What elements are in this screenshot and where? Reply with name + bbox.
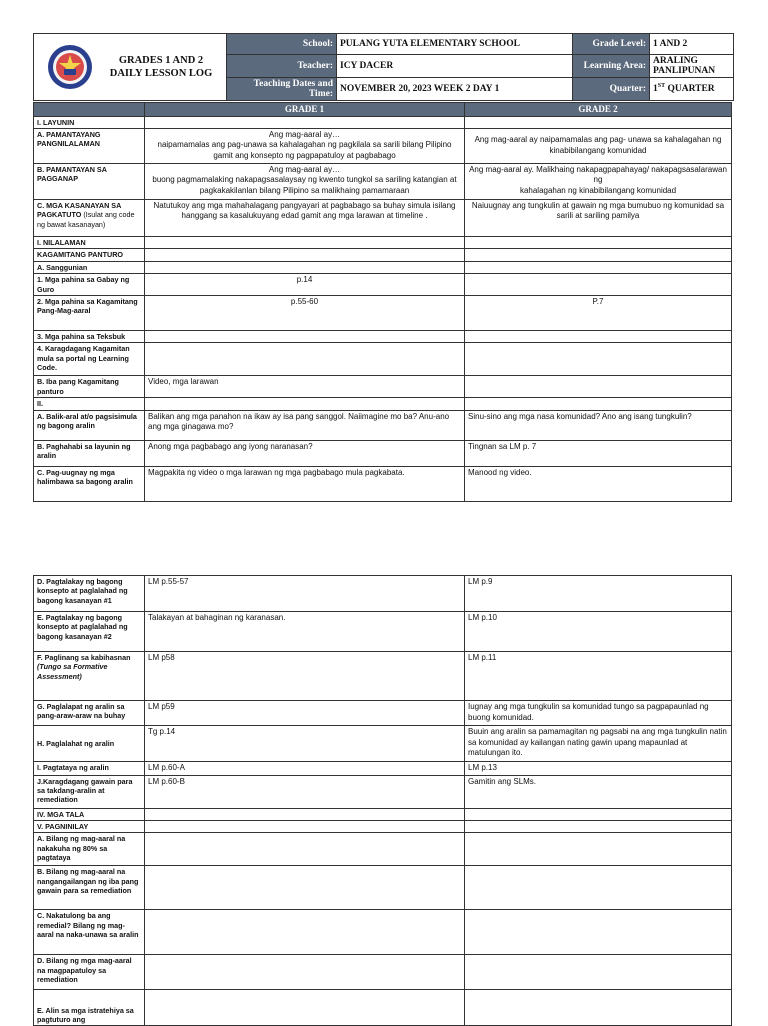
school-label: School: — [227, 34, 337, 55]
f-label: F. Paglinang sa kabihasnan (Tungo sa Formative Assessment) — [34, 652, 145, 701]
j-g2: Gamitin ang SLMs. — [465, 775, 732, 808]
learning-area-value: ARALING PANLIPUNAN — [650, 55, 734, 78]
layunin-heading: I. LAYUNIN — [34, 116, 145, 128]
i-label: I. Pagtataya ng aralin — [34, 762, 145, 776]
ve-label: E. Alin sa mga istratehiya sa pagtuturo ang — [34, 990, 145, 1026]
gabay-g1: p.14 — [145, 274, 465, 296]
kagamitan-heading: KAGAMITANG PANTURO — [34, 249, 145, 261]
iv-heading: IV. MGA TALA — [34, 808, 145, 820]
title-line1: GRADES 1 AND 2 — [118, 55, 204, 66]
d-g2: LM p.9 — [465, 576, 732, 612]
pagganap-label: B. PAMANTAYAN SA PAGGANAP — [34, 163, 145, 199]
header-table — [33, 33, 734, 101]
learning-area-label: Learning Area: — [573, 55, 650, 78]
j-label: J.Karagdagang gawain para sa takdang-aralin at remediation — [34, 775, 145, 808]
paghahabi-g1: Anong mga pagbabago ang iyong naranasan? — [145, 440, 465, 466]
grade-level-label: Grade Level: — [573, 34, 650, 55]
d-g1: LM p.55-57 — [145, 576, 465, 612]
paghahabi-label: B. Paghahabi sa layunin ng aralin — [34, 440, 145, 466]
header-title-cell — [34, 34, 227, 101]
paghahabi-g2: Tingnan sa LM p. 7 — [465, 440, 732, 466]
kagamitan-pahina-label: 2. Mga pahina sa Kagamitang Pang-Mag-aaral — [34, 295, 145, 330]
grade1-header: GRADE 1 — [145, 103, 465, 117]
kasanayan-g1: Natutukoy ang mga mahahalagang pangyayari at pagbabago sa buhay simula isilang hanggang sa kasalukuyang edad gamit ang mga larawan at timeline . — [145, 199, 465, 236]
kasanayan-g2: Naiuugnay ang tungkulin at gawain ng mga bumubuo ng komunidad sa sarili at sariling pamilya — [465, 199, 732, 236]
pamantayang-g2: Ang mag-aaral ay naipamamalas ang pag- unawa sa kahalagahan ng kinabibilangang komunidad — [465, 128, 732, 163]
iba-g1: Video, mga larawan — [145, 376, 465, 398]
deped-seal-icon — [47, 44, 93, 90]
grade2-header: GRADE 2 — [465, 103, 732, 117]
quarter-value: 1ST QUARTER — [650, 78, 734, 101]
g-g1: LM p59 — [145, 701, 465, 726]
pag-uugnay-g1: Magpakita ng video o mga larawan ng mga pagbabago mula pagkabata. — [145, 466, 465, 501]
pamantayang-label: A. PAMANTAYANG PANGNILALAMAN — [34, 128, 145, 163]
kasanayan-label: C. MGA KASANAYAN SA PAGKATUTO (Isulat ang code ng bawat kasanayan) — [34, 199, 145, 236]
grade-level-value: 1 AND 2 — [650, 34, 734, 55]
h-label: H. Paglalahat ng aralin — [34, 726, 145, 762]
kagamitan-pahina-g2: P.7 — [465, 295, 732, 330]
pag-uugnay-label: C. Pag-uugnay ng mga halimbawa sa bagong aralin — [34, 466, 145, 501]
kagamitan-pahina-g1: p.55-60 — [145, 295, 465, 330]
iba-label: B. Iba pang Kagamitang panturo — [34, 376, 145, 398]
va-label: A. Bilang ng mag-aaral na nakakuha ng 80% sa pagtataya — [34, 833, 145, 866]
i-g1: LM p.60-A — [145, 762, 465, 776]
quarter-label: Quarter: — [573, 78, 650, 101]
e-g1: Talakayan at bahaginan ng karanasan. — [145, 612, 465, 652]
sanggunian-heading: A. Sanggunian — [34, 261, 145, 273]
dates-value: NOVEMBER 20, 2023 WEEK 2 DAY 1 — [337, 78, 573, 101]
f-g1: LM p58 — [145, 652, 465, 701]
i-g2: LM p.13 — [465, 762, 732, 776]
h-g1: Tg p.14 — [145, 726, 465, 762]
balik-label: A. Balik-aral at/o pagsisimula ng bagong aralin — [34, 410, 145, 440]
balik-g1: Balikan ang mga panahon na ikaw ay isa pang sanggol. Naiimagine mo ba? Anu-ano ang mga ginagawa mo? — [145, 410, 465, 440]
pag-uugnay-g2: Manood ng video. — [465, 466, 732, 501]
lesson-table-bottom — [33, 575, 732, 1026]
dates-label: Teaching Dates and Time: — [227, 78, 337, 101]
teacher-label: Teacher: — [227, 55, 337, 78]
lesson-table-top — [33, 102, 732, 502]
teacher-value: ICY DACER — [337, 55, 573, 78]
pagganap-g2: Ang mag-aaral ay. Malikhaing nakapagpapahayag/ nakapagsasalarawan ng kahalagahan ng kinabibilangang komunidad — [465, 163, 732, 199]
e-g2: LM p.10 — [465, 612, 732, 652]
g-label: G. Paglalapat ng aralin sa pang-araw-araw na buhay — [34, 701, 145, 726]
blank-header — [34, 103, 145, 117]
h-g2: Buuin ang aralin sa pamamagitan ng pagsabi na ang mga tungkulin natin sa komunidad ay kailangan nating gawin upang mapaunlad at matulungan ito. — [465, 726, 732, 762]
d-label: D. Pagtalakay ng bagong konsepto at paglalahad ng bagong kasanayan #1 — [34, 576, 145, 612]
g-g2: Iugnay ang mga tungkulin sa komunidad tungo sa pagpapaunlad ng buong komunidad. — [465, 701, 732, 726]
balik-g2: Sinu-sino ang mga nasa komunidad? Ano ang isang tungkulin? — [465, 410, 732, 440]
vd-label: D. Bilang ng mga mag-aaral na magpapatuloy sa remediation — [34, 955, 145, 990]
f-g2: LM p.11 — [465, 652, 732, 701]
v-heading: V. PAGNINILAY — [34, 820, 145, 832]
school-value: PULANG YUTA ELEMENTARY SCHOOL — [337, 34, 573, 55]
karagdagang-label: 4. Karagdagang Kagamitan mula sa portal ng Learning Code. — [34, 343, 145, 376]
e-label: E. Pagtalakay ng bagong konsepto at paglalahad ng bagong kasanayan #2 — [34, 612, 145, 652]
pagganap-g1: Ang mag-aaral ay… buong pagmamalaking nakapagsasalaysay ng kwento tungkol sa sariling katangian at pagkakakilanlan bilang Pilipino sa malikhaing pamamaraan — [145, 163, 465, 199]
vc-label: C. Nakatulong ba ang remedial? Bilang ng mag-aaral na naka-unawa sa aralin — [34, 910, 145, 955]
j-g1: LM p.60-B — [145, 775, 465, 808]
nilalaman-heading: I. NILALAMAN — [34, 236, 145, 248]
ii-heading: II. — [34, 398, 145, 410]
vb-label: B. Bilang ng mag-aaral na nangangailangan ng iba pang gawain para sa remediation — [34, 866, 145, 910]
title-line2: DAILY LESSON LOG — [109, 68, 213, 79]
pamantayang-g1: Ang mag-aaral ay… naipamamalas ang pag-unawa sa kahalagahan ng pagkilala sa sarili bilang Pilipino gamit ang konsepto ng pagpapatuloy at pagbabago — [145, 128, 465, 163]
teksbuk-label: 3. Mga pahina sa Teksbuk — [34, 330, 145, 342]
gabay-label: 1. Mga pahina sa Gabay ng Guro — [34, 274, 145, 296]
